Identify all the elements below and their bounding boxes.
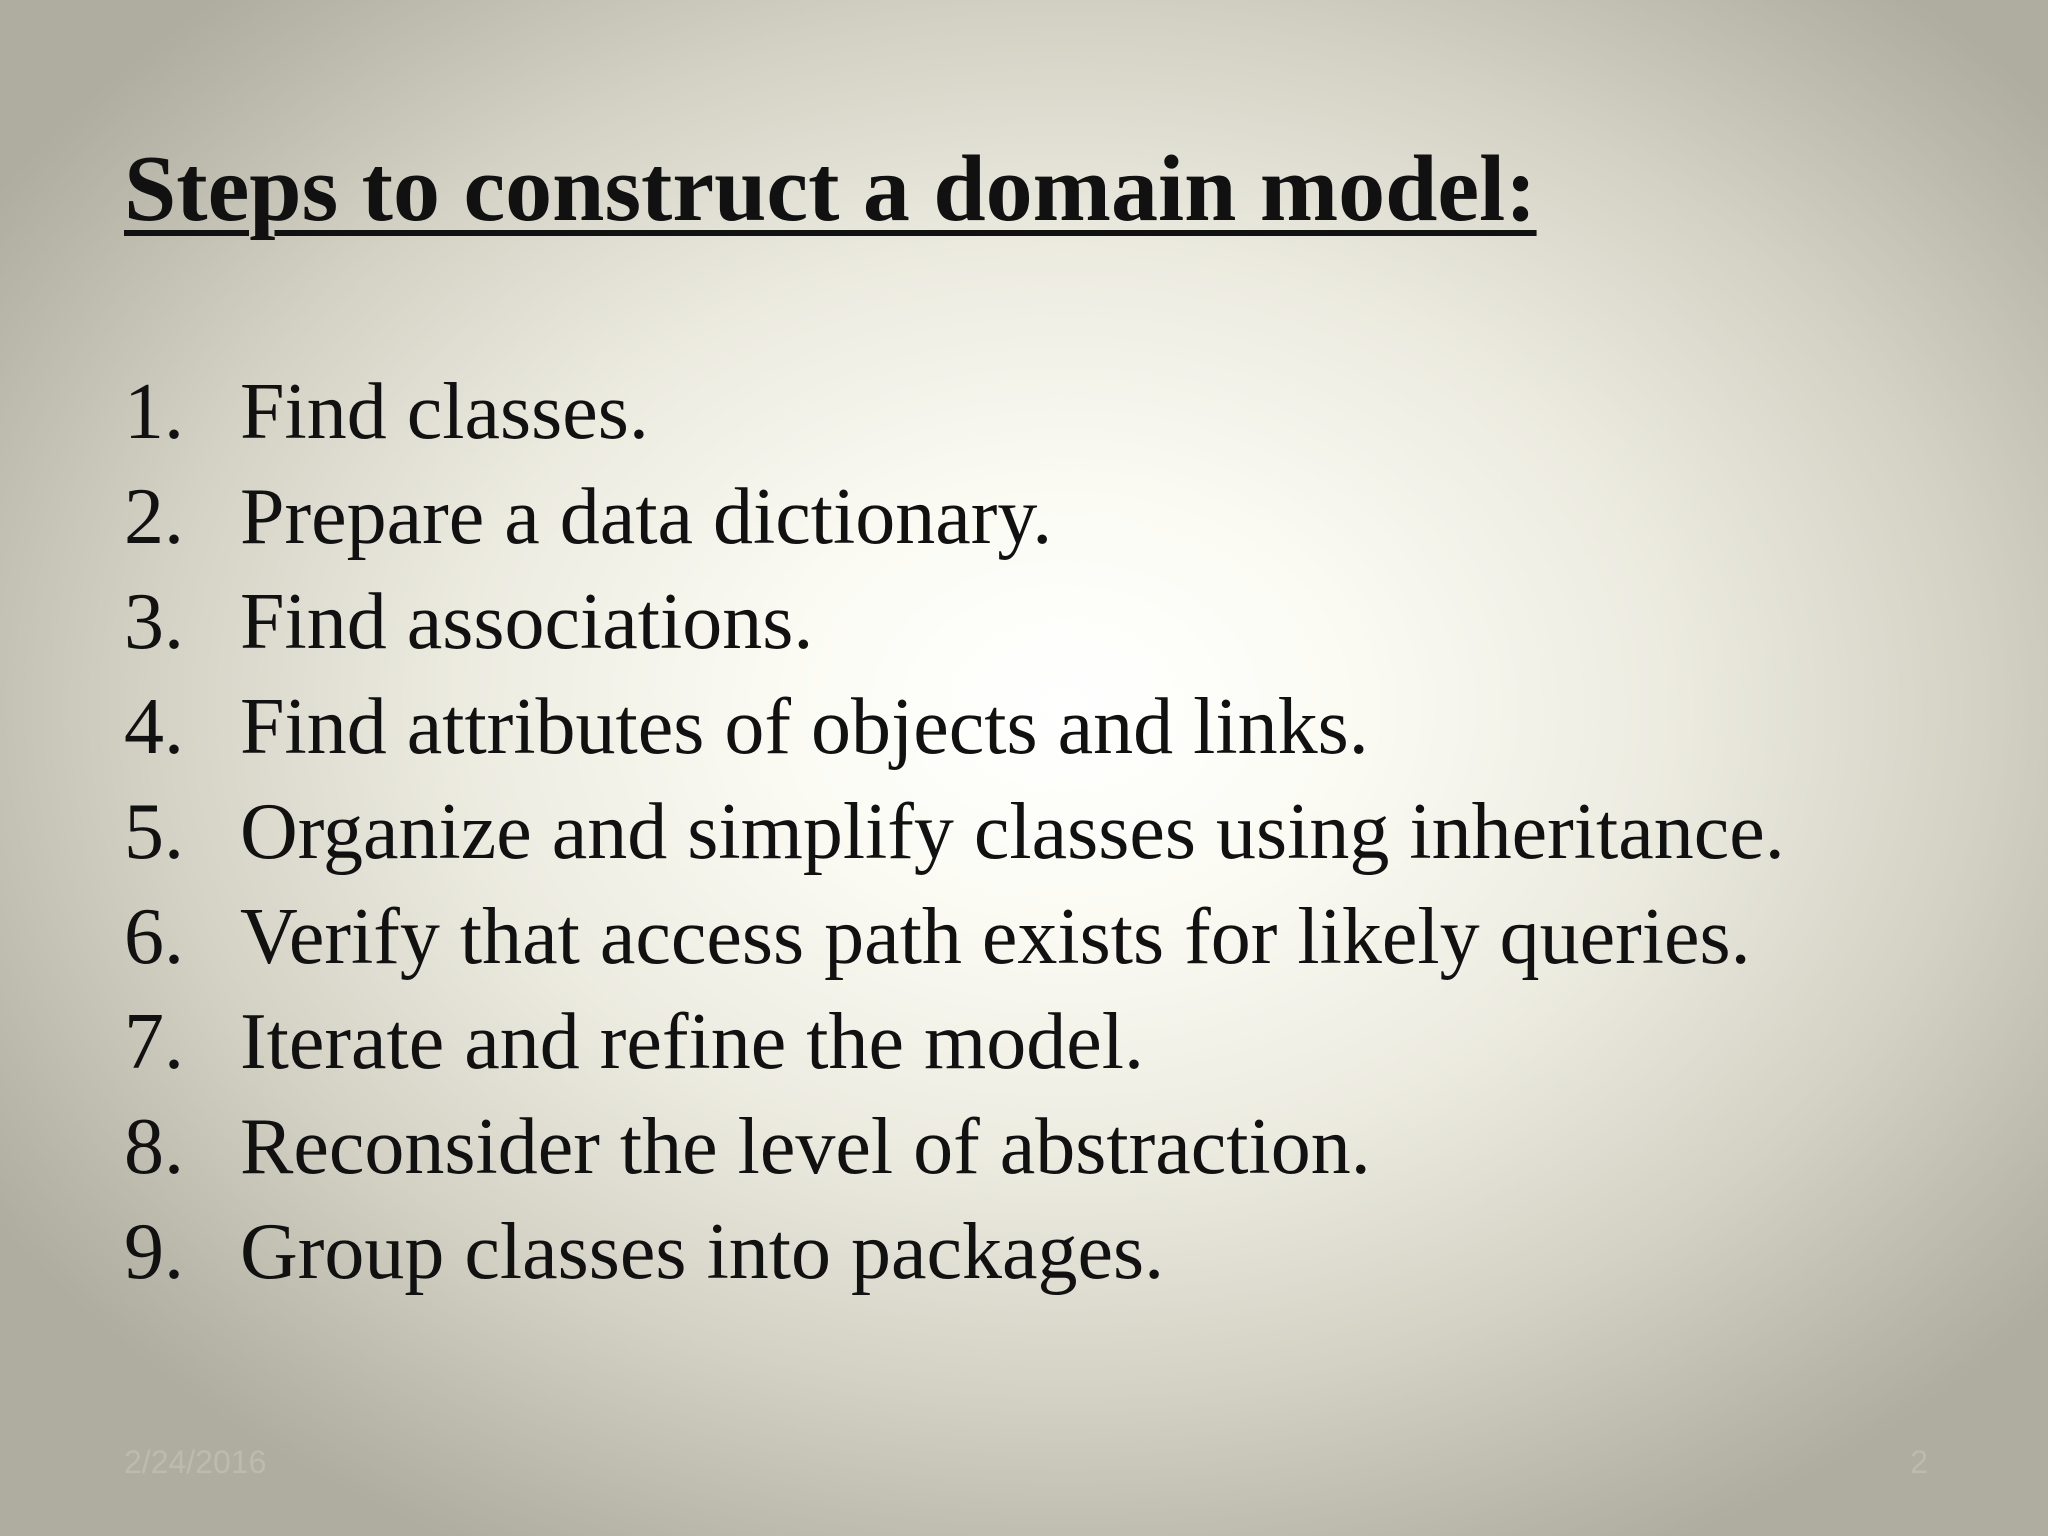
step-item-8	[124, 1095, 1785, 1200]
step-number: 1.	[124, 368, 184, 456]
step-item-5	[124, 780, 1785, 885]
step-text: Reconsider the level of abstraction.	[240, 1103, 1371, 1191]
step-number: 4.	[124, 683, 184, 771]
step-number: 8.	[124, 1103, 184, 1191]
step-text: Prepare a data dictionary.	[240, 473, 1053, 561]
step-number: 5.	[124, 788, 184, 876]
slide-page-number: 2	[1910, 1444, 1928, 1480]
step-item-4	[124, 675, 1785, 780]
step-text: Verify that access path exists for likely queries.	[240, 893, 1751, 981]
step-text: Find classes.	[240, 368, 649, 456]
step-number: 3.	[124, 578, 184, 666]
step-number: 6.	[124, 893, 184, 981]
step-number: 2.	[124, 473, 184, 561]
slide-title: Steps to construct a domain model:	[124, 137, 1537, 241]
step-item-9	[124, 1200, 1785, 1305]
footer-date: 2/24/2016	[124, 1444, 267, 1480]
step-item-2	[124, 465, 1785, 570]
step-text: Find associations.	[240, 578, 814, 666]
step-text: Group classes into packages.	[240, 1208, 1165, 1296]
steps-list	[124, 360, 1785, 1305]
step-item-7	[124, 990, 1785, 1095]
step-number: 7.	[124, 998, 184, 1086]
step-text: Organize and simplify classes using inheritance.	[240, 788, 1785, 876]
step-item-6	[124, 885, 1785, 990]
step-text: Find attributes of objects and links.	[240, 683, 1369, 771]
step-item-3	[124, 570, 1785, 675]
step-text: Iterate and refine the model.	[240, 998, 1144, 1086]
step-number: 9.	[124, 1208, 184, 1296]
step-item-1	[124, 360, 1785, 465]
